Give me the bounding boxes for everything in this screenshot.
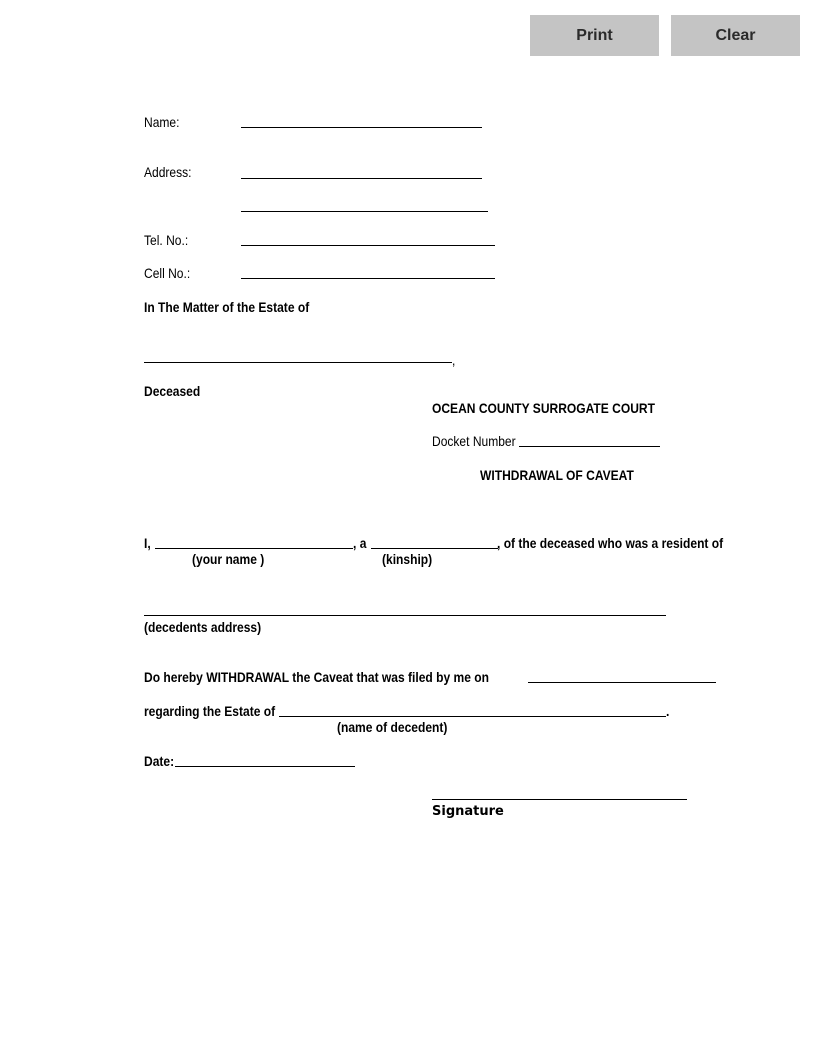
address-label: Address: [144,164,192,180]
decedents-address-hint: (decedents address) [144,619,262,635]
court-name: OCEAN COUNTY SURROGATE COURT [432,400,655,416]
tel-label: Tel. No.: [144,232,189,248]
signature-label: Signature [432,804,504,819]
resident-text: , of the deceased who was a resident of [497,535,724,551]
date-field[interactable] [175,766,355,767]
kinship-field[interactable] [371,548,498,549]
docket-number-field[interactable] [519,446,660,447]
date-label: Date: [144,753,175,769]
address-line-1-field[interactable] [241,178,482,179]
name-of-decedent-field[interactable] [279,716,666,717]
name-label: Name: [144,114,180,130]
caveat-filed-date-field[interactable] [528,682,716,683]
withdrawal-text: Do hereby WITHDRAWAL the Caveat that was filed by me on [144,669,489,685]
estate-comma: , [452,352,456,368]
your-name-field[interactable] [155,548,353,549]
matter-of-estate-label: In The Matter of the Estate of [144,299,310,315]
a-text: , a [353,535,367,551]
name-field[interactable] [241,127,482,128]
decedents-address-field[interactable] [144,615,666,616]
tel-field[interactable] [241,245,495,246]
address-line-2-field[interactable] [241,211,488,212]
kinship-hint: (kinship) [382,551,433,567]
signature-field[interactable] [432,799,687,800]
regarding-period: . [666,703,670,719]
your-name-hint: (your name ) [192,551,265,567]
i-prefix: I, [144,535,151,551]
estate-name-field[interactable] [144,362,452,363]
docket-number-label: Docket Number [432,433,516,449]
deceased-label: Deceased [144,383,201,399]
clear-button[interactable]: Clear [671,15,800,56]
cell-field[interactable] [241,278,495,279]
form-title: WITHDRAWAL OF CAVEAT [480,467,634,483]
regarding-text: regarding the Estate of [144,703,276,719]
cell-label: Cell No.: [144,265,191,281]
name-of-decedent-hint: (name of decedent) [337,719,448,735]
print-button[interactable]: Print [530,15,659,56]
